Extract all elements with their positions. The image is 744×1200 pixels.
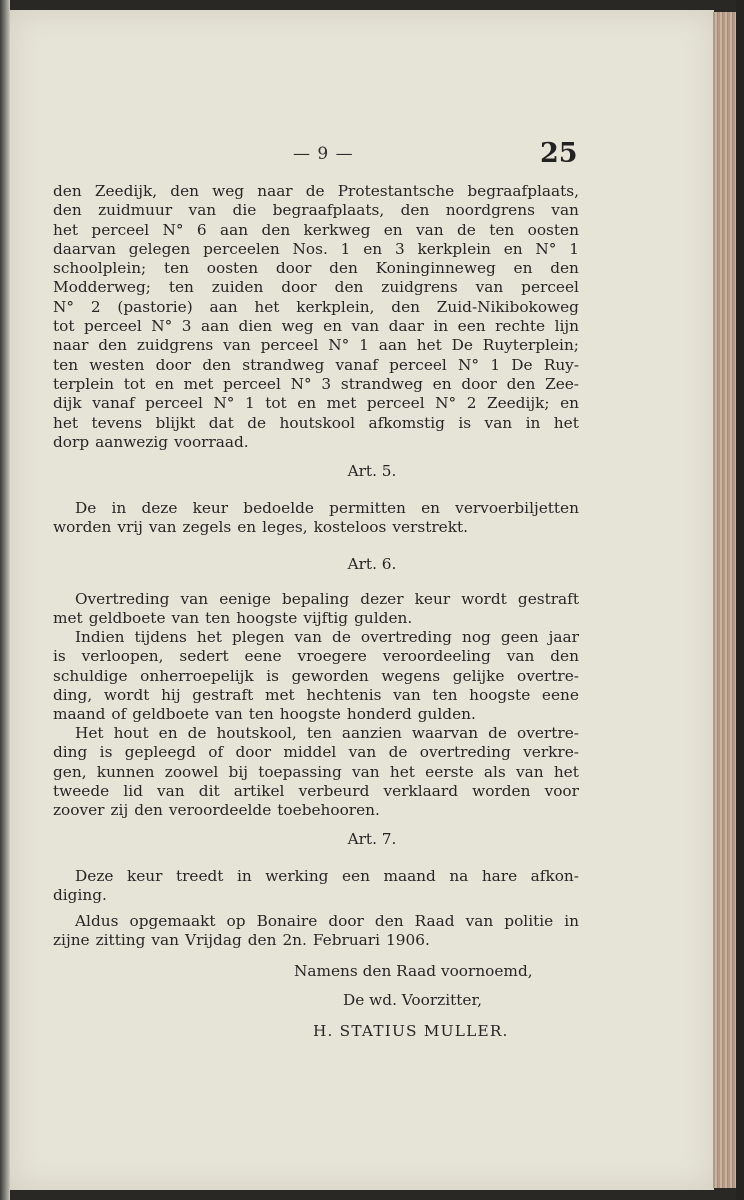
text-line: schoolplein; ten oosten door den Koninginneweg en den [53,259,579,278]
paragraph-boundaries [53,182,579,452]
text-line: N° 2 (pastorie) aan het kerkplein, den Zuid-Nikibokoweg [53,297,579,316]
text-line: schuldige onherroepelijk is geworden wegens gelijke overtre- [53,666,579,685]
text-line: worden vrij van zegels en leges, kosteloos verstrekt. [53,518,469,537]
text-line: naar den zuidgrens van perceel N° 1 aan het De Ruyterplein; [53,336,579,355]
book-spine [0,0,10,1200]
page-edges [713,12,737,1188]
signature-line-chair: De wd. Voorzitter, [343,991,482,1009]
text-line: ding is gepleegd of door middel van de overtreding verkre- [53,743,579,762]
text-line: tot perceel N° 3 aan dien weg en van daar in een rechte lijn [53,317,579,336]
signatory-name: H. STATIUS MULLER. [313,1022,509,1040]
text-line: ding, wordt hij gestraft met hechtenis van ten hoogste eene [53,685,579,704]
section-page-marker: — 9 — [293,144,354,164]
text-line: het tevens blijkt dat de houtskool afkomstig is van in het [53,413,579,432]
art6-heading: Art. 6. [347,555,397,573]
book-edge-shadow [736,0,744,1200]
text-line: ten westen door den strandweg vanaf perceel N° 1 De Ruy- [53,355,579,374]
text-line: het perceel N° 6 aan den kerkweg en van de ten oosten [53,220,579,239]
signature-line-council: Namens den Raad voornoemd, [294,962,533,980]
text-line: daarvan gelegen perceelen Nos. 1 en 3 kerkplein en N° 1 [53,239,579,258]
art6-paragraph-3 [53,724,579,820]
text-line: diging. [53,886,107,905]
text-line: den zuidmuur van die begraafplaats, den noordgrens van [53,201,579,220]
text-line: met geldboete van ten hoogste vijftig gulden. [53,609,413,628]
text-line: dijk vanaf perceel N° 1 tot en met perceel N° 2 Zeedijk; en [53,394,579,413]
text-line: den Zeedijk, den weg naar de Protestantsche begraafplaats, [53,182,579,200]
art6-paragraph-2 [53,628,579,724]
text-line: zoover zij den veroordeelde toebehooren. [53,801,380,820]
text-line: Deze keur treedt in werking een maand na hare afkon- [75,867,579,885]
text-line: Het hout en de houtskool, ten aanzien waarvan de overtre- [75,724,579,742]
text-line: tweede lid van dit artikel verbeurd verklaard worden voor [53,781,579,800]
art5-paragraph [53,499,579,538]
art7-paragraph-2 [53,912,579,951]
text-line: is verloopen, sedert eene vroegere veroordeeling van den [53,647,579,666]
text-line: zijne zitting van Vrijdag den 2n. Februari 1906. [53,931,430,950]
page-number: 25 [540,138,578,169]
art7-paragraph-1 [53,867,579,906]
text-line: Modderweg; ten zuiden door den zuidgrens van perceel [53,278,579,297]
text-line: dorp aanwezig voorraad. [53,432,249,451]
text-line: terplein tot en met perceel N° 3 strandweg en door den Zee- [53,374,579,393]
text-line: gen, kunnen zoowel bij toepassing van het eerste als van het [53,762,579,781]
art7-heading: Art. 7. [347,830,397,848]
art6-paragraph-1 [53,590,579,629]
art5-heading: Art. 5. [347,462,397,480]
text-line: De in deze keur bedoelde permitten en vervoerbiljetten [75,499,579,517]
text-line: Indien tijdens het plegen van de overtreding nog geen jaar [75,628,579,646]
text-line: Aldus opgemaakt op Bonaire door den Raad van politie in [75,912,579,930]
text-line: maand of geldboete van ten hoogste honderd gulden. [53,705,476,724]
page-header [0,138,744,178]
text-line: Overtreding van eenige bepaling dezer keur wordt gestraft [75,590,579,608]
